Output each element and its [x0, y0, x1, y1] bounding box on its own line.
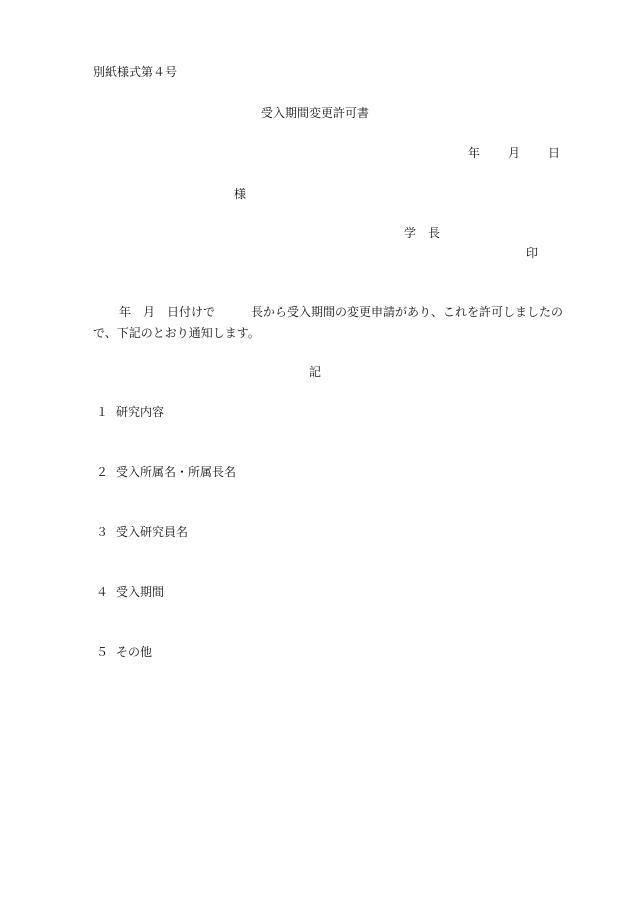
item-number: ５ — [96, 645, 109, 659]
item-label: その他 — [116, 645, 153, 659]
date-day: 日 — [548, 146, 561, 160]
item-number: ３ — [96, 525, 109, 539]
list-item — [96, 646, 152, 658]
date-month: 月 — [508, 146, 521, 160]
item-label: 受入期間 — [116, 585, 165, 599]
document-title: 受入期間変更許可書 — [260, 106, 369, 120]
list-item — [96, 526, 188, 538]
item-number: １ — [96, 405, 109, 419]
item-number: ４ — [96, 585, 109, 599]
item-label: 研究内容 — [116, 405, 165, 419]
list-item — [96, 466, 236, 478]
item-number: ２ — [96, 465, 109, 479]
addressee-suffix: 様 — [234, 187, 247, 201]
body-line-2: で、下記のとおり通知します。 — [93, 326, 260, 340]
date-year: 年 — [468, 146, 481, 160]
ki-heading: 記 — [308, 365, 321, 379]
item-label: 受入研究員名 — [116, 525, 189, 539]
item-label: 受入所属名・所属長名 — [116, 465, 237, 479]
body-line-1: 年 月 日付けで 長から受入期間の変更申請があり、これを許可しましたの — [119, 305, 564, 319]
list-item — [96, 586, 164, 598]
list-item — [96, 406, 164, 418]
issuer-title: 学 長 — [404, 226, 441, 240]
date-line — [468, 147, 560, 159]
seal-mark: 印 — [526, 246, 539, 260]
form-number: 別紙様式第４号 — [93, 65, 178, 79]
